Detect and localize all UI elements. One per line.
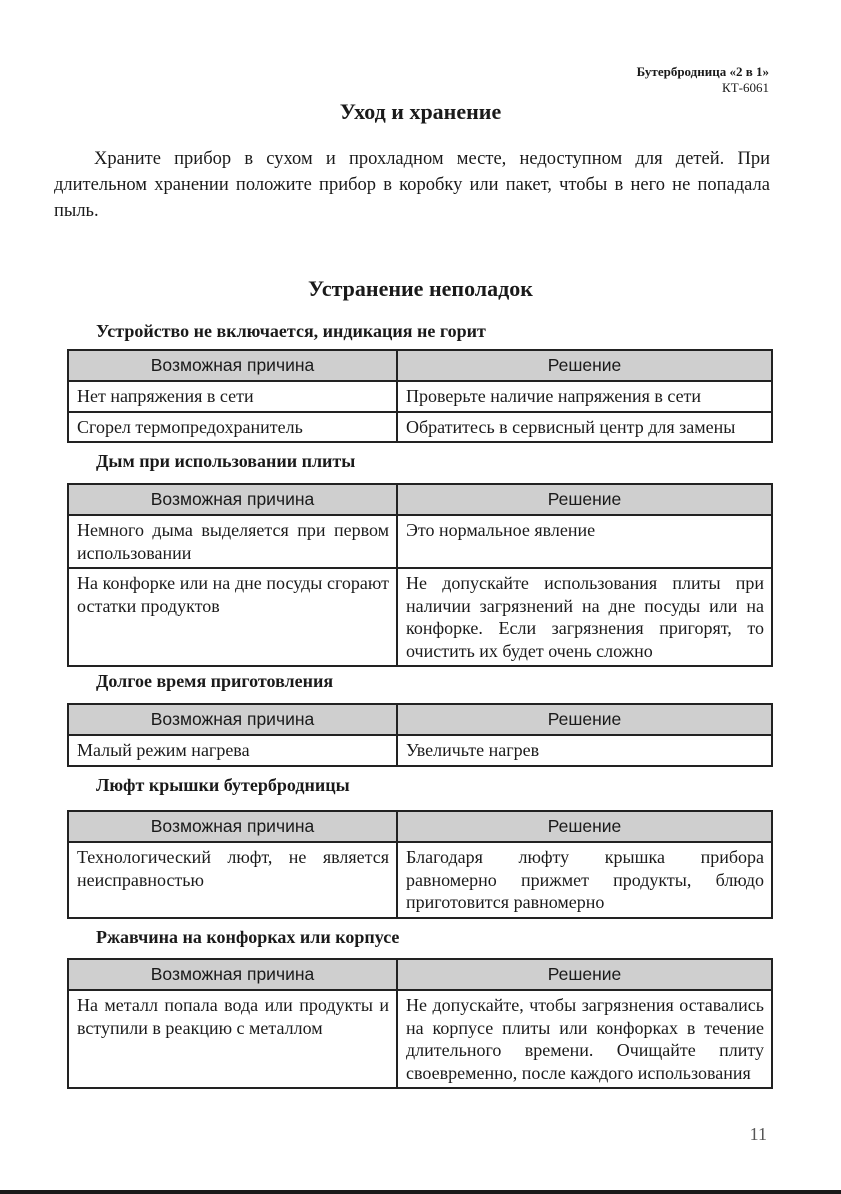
column-header-cause: Возможная причина [68, 484, 397, 515]
cause-cell: На конфорке или на дне посуды сгорают остатки продуктов [68, 568, 397, 666]
solution-cell: Не допускайте использования плиты при наличии загрязнений на дне посуды или на конфорке. Если загрязнения пригорят, то очистить их будет очень сложно [397, 568, 772, 666]
column-header-solution: Решение [397, 811, 772, 842]
cause-cell: Технологический люфт, не является неисправностью [68, 842, 397, 918]
table-row [68, 568, 772, 666]
column-header-cause: Возможная причина [68, 959, 397, 990]
cause-cell: Нет напряжения в сети [68, 381, 397, 412]
section-heading: Долгое время приготовления [96, 671, 334, 691]
care-paragraph: Храните прибор в сухом и прохладном месте, недоступном для детей. При длительном хранении положите прибор в коробку или пакет, чтобы в него не попадала пыль. [54, 149, 770, 221]
table-row [68, 515, 772, 568]
table-header-row [68, 350, 772, 381]
product-name: Бутербродница «2 в 1» [636, 64, 769, 79]
column-header-cause: Возможная причина [68, 811, 397, 842]
table-row [68, 735, 772, 766]
table-header-row [68, 704, 772, 735]
section-heading: Дым при использовании плиты [96, 451, 356, 471]
model-number: КТ-6061 [722, 80, 769, 95]
table-row [68, 842, 772, 918]
troubleshooting-table [67, 703, 773, 767]
column-header-solution: Решение [397, 350, 772, 381]
page-number: 11 [749, 1124, 767, 1144]
care-title: Уход и хранение [339, 99, 502, 124]
solution-cell: Проверьте наличие напряжения в сети [397, 381, 772, 412]
column-header-solution: Решение [397, 484, 772, 515]
cause-cell: Сгорел термопредохранитель [68, 412, 397, 443]
troubleshooting-table [67, 958, 773, 1089]
column-header-cause: Возможная причина [68, 704, 397, 735]
table-row [68, 381, 772, 412]
troubleshooting-table [67, 810, 773, 919]
column-header-solution: Решение [397, 959, 772, 990]
solution-cell: Не допускайте, чтобы загрязнения оставались на корпусе плиты или конфорках в течение длительного времени. Очищайте плиту своевременно, после каждого использования [397, 990, 772, 1088]
table-header-row [68, 811, 772, 842]
solution-cell: Благодаря люфту крышка прибора равномерно прижмет продукты, блюдо приготовится равномерно [397, 842, 772, 918]
column-header-cause: Возможная причина [68, 350, 397, 381]
cause-cell: Немного дыма выделяется при первом использовании [68, 515, 397, 568]
cause-cell: На металл попала вода или продукты и вступили в реакцию с металлом [68, 990, 397, 1088]
section-heading: Устройство не включается, индикация не горит [96, 321, 486, 341]
column-header-solution: Решение [397, 704, 772, 735]
table-header-row [68, 959, 772, 990]
running-header [637, 64, 769, 96]
solution-cell: Обратитесь в сервисный центр для замены [397, 412, 772, 443]
section-heading: Люфт крышки бутербродницы [96, 775, 350, 795]
cause-cell: Малый режим нагрева [68, 735, 397, 766]
table-header-row [68, 484, 772, 515]
table-row [68, 990, 772, 1088]
troubleshooting-table [67, 483, 773, 667]
table-row [68, 412, 772, 443]
section-heading: Ржавчина на конфорках или корпусе [96, 927, 400, 947]
troubleshooting-title: Устранение неполадок [308, 276, 533, 301]
bottom-border [0, 1190, 841, 1194]
solution-cell: Увеличьте нагрев [397, 735, 772, 766]
troubleshooting-table [67, 349, 773, 443]
solution-cell: Это нормальное явление [397, 515, 772, 568]
